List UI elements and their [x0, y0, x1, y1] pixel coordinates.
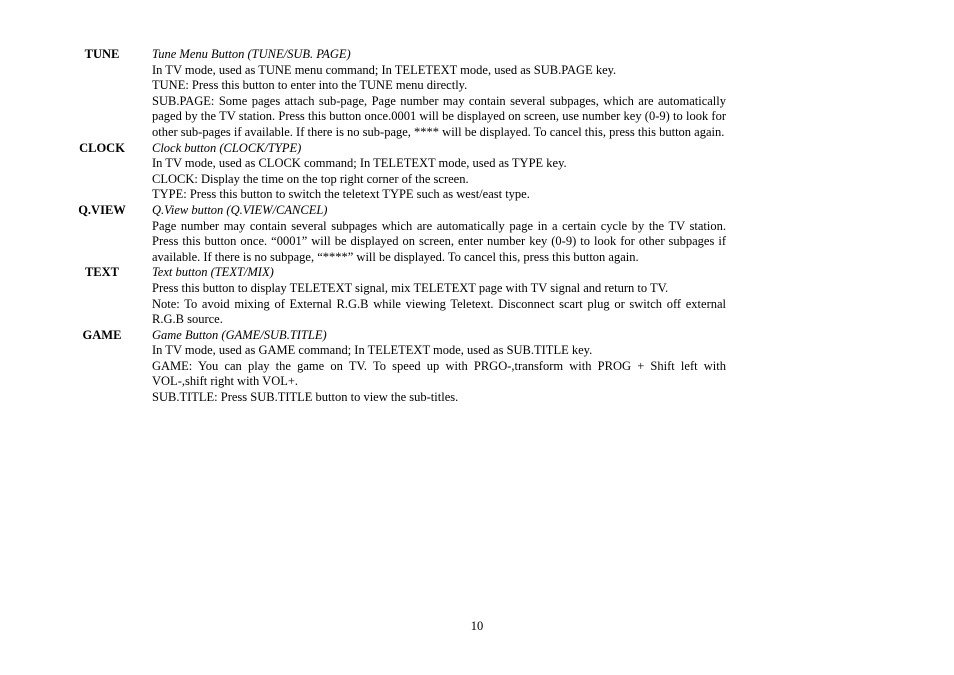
entry-paragraph: Note: To avoid mixing of External R.G.B while viewing Teletext. Disconnect scart plug or switch off external R.G.B source. — [152, 296, 726, 327]
entry-qview — [70, 203, 730, 265]
button-description-list — [70, 47, 730, 406]
entry-key: TEXT — [84, 265, 120, 280]
entry-paragraph: In TV mode, used as GAME command; In TELETEXT mode, used as SUB.TITLE key. — [152, 343, 593, 358]
entry-key: Q.VIEW — [78, 202, 126, 217]
entry-paragraph: Page number may contain several subpages which are automatically page in a certain cycle by the TV station. Press this button once. “0001” will be displayed on screen, enter number key (0-9) to look for other subpages if available. If there is no subpage, “****” will be displayed. To cancel this, press this button again. — [152, 218, 726, 264]
entry-body — [152, 265, 726, 327]
entry-paragraph: TUNE: Press this button to enter into the TUNE menu directly. — [152, 78, 468, 93]
entry-title: Clock button (CLOCK/TYPE) — [152, 140, 302, 155]
entry-title: Text button (TEXT/MIX) — [152, 265, 274, 280]
entry-clock — [70, 141, 730, 203]
entry-paragraph: TYPE: Press this button to switch the teletext TYPE such as west/east type. — [152, 187, 530, 202]
entry-title: Game Button (GAME/SUB.TITLE) — [152, 327, 327, 342]
entry-text — [70, 265, 730, 327]
entry-title: Q.View button (Q.VIEW/CANCEL) — [152, 202, 328, 217]
entry-paragraph: In TV mode, used as TUNE menu command; In TELETEXT mode, used as SUB.PAGE key. — [152, 62, 617, 77]
entry-paragraph: GAME: You can play the game on TV. To speed up with PRGO-,transform with PROG + Shift left with VOL-,shift right with VOL+. — [152, 358, 726, 389]
entry-paragraph: CLOCK: Display the time on the top right corner of the screen. — [152, 171, 469, 186]
entry-key: GAME — [82, 327, 122, 342]
entry-paragraph: In TV mode, used as CLOCK command; In TELETEXT mode, used as TYPE key. — [152, 156, 567, 171]
entry-tune — [70, 47, 730, 141]
entry-game — [70, 328, 730, 406]
page-number: 10 — [470, 619, 484, 633]
entry-body — [152, 203, 726, 265]
entry-paragraph: SUB.PAGE: Some pages attach sub-page, Page number may contain several subpages, which are automatically paged by the TV station. Press this button once.0001 will be displayed on screen, use number key (0-9) to look for other sub-pages if available. If there is no sub-page, **** will be displayed. To cancel this, press this button again. — [152, 93, 726, 139]
entry-body — [152, 47, 726, 141]
entry-title: Tune Menu Button (TUNE/SUB. PAGE) — [152, 47, 351, 61]
entry-body — [152, 328, 726, 406]
entry-key: TUNE — [84, 47, 120, 61]
entry-paragraph: SUB.TITLE: Press SUB.TITLE button to view the sub-titles. — [152, 390, 459, 405]
entry-paragraph: Press this button to display TELETEXT signal, mix TELETEXT page with TV signal and return to TV. — [152, 280, 669, 295]
entry-key: CLOCK — [79, 140, 125, 155]
entry-body — [152, 141, 726, 203]
